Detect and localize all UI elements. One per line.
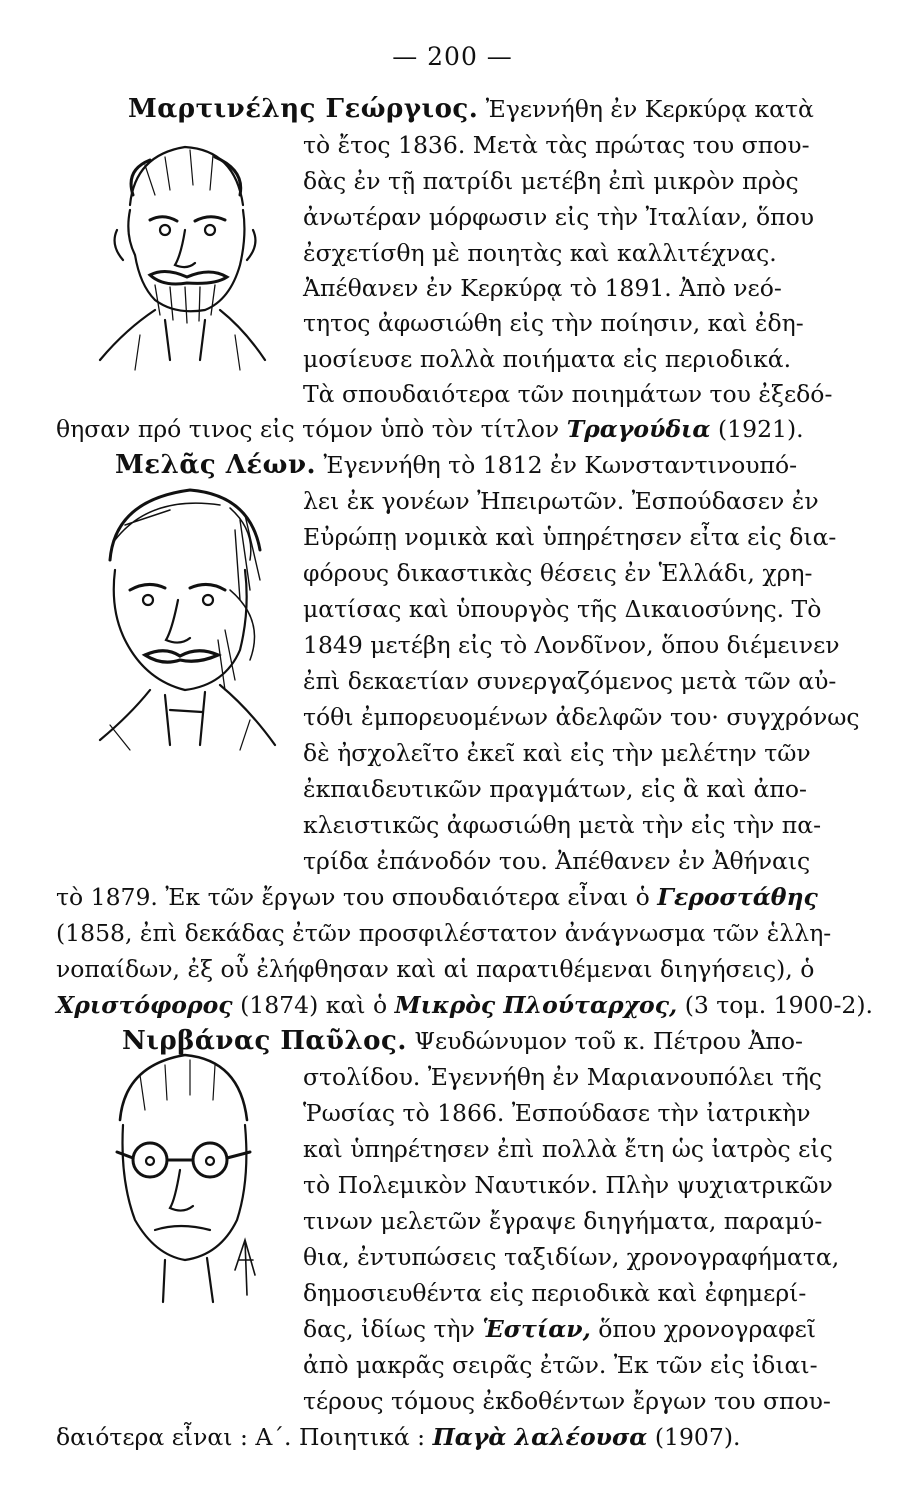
entry-text-line: Ἀπέθανεν ἐν Κερκύρᾳ τὸ 1891. Ἀπὸ νεό-: [303, 274, 782, 302]
entry-text-line: τόθι ἐμπορευομένων ἀδελφῶν του· συγχρόνως: [303, 703, 860, 731]
entry-text-line: τινων μελετῶν ἔγραψε διηγήματα, παραμύ-: [303, 1207, 823, 1235]
entry-martinelis-line-1: Μαρτινέλης Γεώργιος. Ἐγεννήθη ἐν Κερκύρᾳ κατὰ: [128, 94, 814, 124]
entry-name-martinelis: Μαρτινέλης Γεώργιος.: [128, 94, 479, 124]
work-title-mikros-ploutarchos: Μικρὸς Πλούταρχος,: [394, 991, 678, 1019]
entry-text-line: λει ἐκ γονέων Ἠπειρωτῶν. Ἐσπούδασεν ἐν: [303, 487, 819, 515]
entry-text-line: φόρους δικαστικὰς θέσεις ἐν Ἑλλάδι, χρη-: [303, 559, 813, 587]
entry-text-line: δὲ ἠσχολεῖτο ἐκεῖ καὶ εἰς τὴν μελέτην τῶν: [303, 739, 811, 767]
entry-melas-line-1: Μελᾶς Λέων. Ἐγεννήθη τὸ 1812 ἐν Κωνσταντινουπό-: [115, 450, 798, 480]
work-title-paga-laleousa: Παγὰ λαλέουσα: [432, 1423, 648, 1451]
entry-text-line: ἀπὸ μακρᾶς σειρᾶς ἐτῶν. Ἐκ τῶν εἰς ἰδιαι-: [303, 1351, 818, 1379]
entry-text-line: Χριστόφορος (1874) καὶ ὁ Μικρὸς Πλούταρχος, (3 τομ. 1900-2).: [56, 991, 873, 1019]
entry-text-line: κλειστικῶς ἀφωσιώθη μετὰ τὴν εἰς τὴν πα-: [303, 811, 822, 839]
work-title-tragoudia: Τραγούδια: [566, 415, 711, 443]
entry-text-line: δαιότερα εἶναι : Α΄. Ποιητικά : Παγὰ λαλέουσα (1907).: [56, 1423, 741, 1451]
entry-text-line: τὸ ἔτος 1836. Μετὰ τὰς πρώτας του σπου-: [303, 131, 810, 159]
entry-text-line: Ῥωσίας τὸ 1866. Ἐσπούδασε τὴν ἰατρικὴν: [303, 1099, 811, 1127]
entry-text-line: ματίσας καὶ ὑπουργὸς τῆς Δικαιοσύνης. Τὸ: [303, 595, 822, 623]
page-number: — 200 —: [392, 42, 513, 71]
entry-text-line: τέρους τόμους ἐκδοθέντων ἔργων του σπου-: [303, 1387, 831, 1415]
entry-text-line: καὶ ὑπηρέτησεν ἐπὶ πολλὰ ἔτη ὡς ἰατρὸς εἰς: [303, 1135, 833, 1163]
entry-text-line: τὸ Πολεμικὸν Ναυτικόν. Πλὴν ψυχιατρικῶν: [303, 1171, 833, 1199]
entry-text-line: Τὰ σπουδαιότερα τῶν ποιημάτων του ἐξεδό-: [303, 380, 833, 408]
portrait-melas: [90, 480, 280, 755]
entry-nirvanas-line-1: Νιρβάνας Παῦλος. Ψευδώνυμον τοῦ κ. Πέτρου Ἀπο-: [122, 1026, 803, 1056]
work-title-estia: Ἑστίαν,: [482, 1315, 591, 1343]
entry-text-line: τητος ἀφωσιώθη εἰς τὴν ποίησιν, καὶ ἐδη-: [303, 309, 804, 337]
entry-text-line: (1858, ἐπὶ δεκάδας ἐτῶν προσφιλέστατον ἀνάγνωσμα τῶν ἑλλη-: [56, 919, 832, 947]
entry-text-line: θια, ἐντυπώσεις ταξιδίων, χρονογραφήματα,: [303, 1243, 840, 1271]
entry-text-line: ἀνωτέραν μόρφωσιν εἰς τὴν Ἰταλίαν, ὅπου: [303, 203, 814, 231]
entry-text-line: ἐκπαιδευτικῶν πραγμάτων, εἰς ἃ καὶ ἀπο-: [303, 775, 807, 803]
entry-text-line: ἐσχετίσθη μὲ ποιητὰς καὶ καλλιτέχνας.: [303, 239, 777, 267]
entry-text-line: δημοσιευθέντα εἰς περιοδικὰ καὶ ἐφημερί-: [303, 1279, 807, 1307]
entry-name-melas: Μελᾶς Λέων.: [115, 450, 317, 480]
entry-text-line: ἐπὶ δεκαετίαν συνεργαζόμενος μετὰ τῶν αὐ-: [303, 667, 837, 695]
entry-name-nirvanas: Νιρβάνας Παῦλος.: [122, 1026, 407, 1056]
work-title-christoforos: Χριστόφορος: [56, 991, 233, 1019]
portrait-nirvanas: [95, 1040, 270, 1305]
entry-text-line: δὰς ἐν τῇ πατρίδι μετέβη ἐπὶ μικρὸν πρὸς: [303, 167, 799, 195]
entry-text-line: νοπαίδων, ἐξ οὗ ἐλήφθησαν καὶ αἱ παρατιθέμεναι διηγήσεις), ὁ: [56, 955, 815, 983]
entry-text-line: στολίδου. Ἐγεννήθη ἐν Μαριανουπόλει τῆς: [303, 1063, 822, 1091]
entry-text-line: θησαν πρό τινος εἰς τόμον ὑπὸ τὸν τίτλον Τραγούδια (1921).: [56, 415, 804, 443]
entry-text-line: τὸ 1879. Ἐκ τῶν ἔργων του σπουδαιότερα εἶναι ὁ Γεροστάθης: [56, 883, 818, 911]
work-title-gerostathis: Γεροστάθης: [657, 883, 818, 911]
entry-text-line: 1849 μετέβη εἰς τὸ Λονδῖνον, ὅπου διέμεινεν: [303, 631, 840, 659]
entry-text-line: δας, ἰδίως τὴν Ἑστίαν, ὅπου χρονογραφεῖ: [303, 1315, 816, 1343]
entry-text-line: μοσίευσε πολλὰ ποιήματα εἰς περιοδικά.: [303, 345, 792, 373]
entry-text-line: Εὐρώπῃ νομικὰ καὶ ὑπηρέτησεν εἶτα εἰς δια-: [303, 523, 837, 551]
portrait-martinelis: [95, 135, 270, 375]
entry-text-line: τρίδα ἐπάνοδόν του. Ἀπέθανεν ἐν Ἀθήναις: [303, 847, 811, 875]
